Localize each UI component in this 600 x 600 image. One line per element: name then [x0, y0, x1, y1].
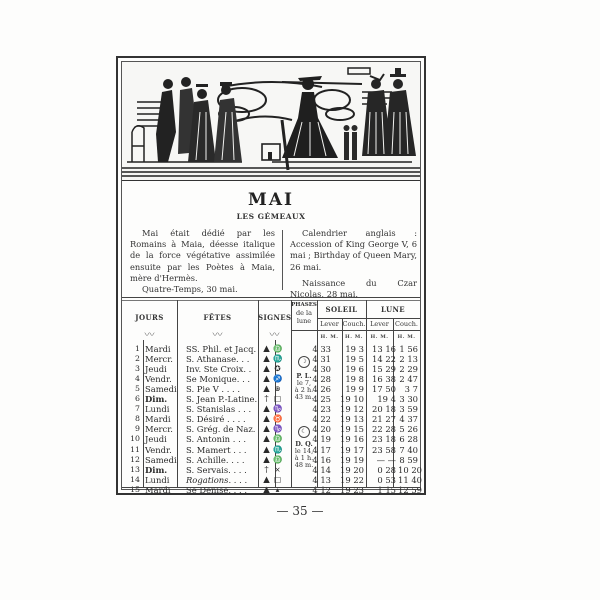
- zodiac-icon: ⊛: [274, 383, 281, 393]
- zodiac-icon: ♐: [273, 373, 283, 383]
- sunrise-time: 4 12: [312, 484, 331, 495]
- moonrise-time: 23 58: [372, 444, 396, 455]
- moonrise-time: 21 27: [372, 414, 396, 425]
- header-phases: PHASES: [291, 302, 317, 308]
- sunrise-time: 4 30: [312, 363, 331, 374]
- moonset-time: 2 13: [399, 353, 418, 364]
- zodiac-icon: ♏: [273, 444, 283, 454]
- feast-name: S. Stanislas . . .: [186, 404, 252, 415]
- page-subtitle: LES GÉMEAUX: [236, 212, 306, 221]
- sunrise-time: 4 13: [312, 474, 331, 485]
- moonrise-time: 13 16: [372, 343, 396, 354]
- sunrise-time: 4 14: [312, 464, 331, 475]
- moonset-time: 8 59: [399, 454, 418, 465]
- page-number: — 35 —: [276, 504, 324, 518]
- zodiac-icon: ✪: [274, 363, 281, 373]
- sunset-time: 19 12: [340, 404, 364, 415]
- intro-paragraph: Mai était dédié par les Romains à Maia, déesse italique de la force végétative assimilée ensuite par les Poètes à Maia, mère d'Hermès.: [130, 228, 275, 283]
- feast-name: S. Servais. . . .: [186, 464, 247, 475]
- day-name: Vendr.: [145, 373, 172, 384]
- sunset-time: 19 9: [345, 383, 364, 394]
- sign-icon: ▲: [263, 363, 270, 374]
- moonset-time: 3 30: [399, 394, 418, 404]
- table-row: [122, 424, 420, 434]
- phase-label: P. L.: [296, 372, 312, 380]
- phase-hour: à 1 h.: [294, 454, 314, 462]
- moonset-time: 2 29: [399, 363, 418, 374]
- day-number: 10: [130, 434, 140, 444]
- day-name: Mercr.: [145, 353, 173, 364]
- sunset-time: 19 5: [345, 353, 364, 364]
- zodiac-icon: □: [273, 394, 282, 403]
- zodiac-icon: ♉: [273, 414, 283, 424]
- unit-hm: H. M.: [345, 334, 363, 340]
- moonset-time: 5 26: [399, 424, 418, 435]
- sign-icon: ▲: [263, 414, 270, 425]
- header-ornament: 〰: [144, 330, 155, 341]
- phase-date: le 7,: [296, 379, 312, 387]
- unit-hm: H. M.: [397, 334, 416, 340]
- sunrise-time: 4 28: [312, 373, 331, 384]
- feast-name: Se Denise. . . .: [186, 484, 247, 495]
- sunset-time: 19 13: [340, 414, 364, 425]
- zodiac-icon: ▴: [275, 484, 280, 494]
- header-soleil: SOLEIL: [325, 305, 358, 314]
- woodcut-image: [122, 62, 420, 180]
- feast-name: S. Athanase. . .: [186, 353, 250, 364]
- moonset-time: 2 47: [399, 373, 418, 384]
- table-row: [122, 465, 420, 475]
- table-top-rule-secondary: [122, 300, 420, 301]
- day-name: Mardi: [145, 484, 171, 495]
- sunset-time: 19 17: [340, 444, 364, 455]
- header-soleil-lever: Lever: [320, 320, 339, 328]
- header-ornament: 〰: [212, 330, 223, 341]
- day-name: Dim.: [145, 464, 168, 475]
- sign-icon: ▲: [263, 454, 270, 465]
- day-number: 11: [130, 444, 140, 454]
- intro-paragraph: Naissance du Czar Nicolas, 28 mai.: [290, 277, 417, 300]
- table-row: [122, 455, 420, 465]
- intro-divider: [282, 230, 283, 290]
- day-number: 13: [130, 464, 140, 474]
- day-name: Jeudi: [145, 434, 167, 445]
- feast-name: S. Désiré . . . .: [186, 414, 246, 425]
- sign-icon: ▲: [263, 444, 270, 455]
- sign-icon: †: [264, 394, 269, 404]
- moonset-time: 3 59: [399, 404, 418, 415]
- table-row: [122, 394, 420, 404]
- phase-minute: 43 m.: [294, 393, 314, 401]
- table-top-rule: [122, 297, 420, 298]
- last-quarter-icon: ☾: [298, 426, 310, 438]
- moonset-time: 12 59: [398, 484, 422, 495]
- sunrise-time: 4 23: [312, 404, 331, 415]
- table-row: [122, 414, 420, 424]
- moonrise-time: 0 28: [377, 464, 396, 475]
- sunrise-time: 4 19: [312, 434, 331, 445]
- unit-hm: H. M.: [320, 334, 339, 340]
- feast-name: S. Mamert . . .: [186, 444, 247, 455]
- header-ornament: 〰: [269, 330, 280, 341]
- sunset-time: 19 6: [345, 363, 364, 374]
- day-name: Samedi: [145, 454, 177, 465]
- feast-name: S. Pie V . . . .: [186, 383, 241, 394]
- intro-paragraph: Calendrier anglais : Accession of King George V, 6 mai ; Birthday of Queen Mary, 26 mai.: [290, 228, 417, 272]
- day-number: 1: [135, 343, 140, 353]
- header-jours: JOURS: [135, 313, 164, 322]
- moonrise-time: 16 38: [372, 373, 396, 384]
- moonset-time: 1 56: [399, 343, 418, 354]
- intro-left-column: [130, 228, 275, 295]
- unit-hm: H. M.: [370, 334, 389, 340]
- header-signes: SIGNES: [258, 313, 292, 322]
- moonrise-time: 19 4: [377, 394, 396, 404]
- feast-name: S. Antonin . . .: [186, 434, 247, 445]
- sunrise-time: 4 16: [312, 454, 331, 465]
- sunset-time: 19 20: [340, 464, 364, 475]
- table-row: [122, 384, 420, 394]
- sunset-time: 19 22: [340, 474, 364, 485]
- moonset-time: 7 40: [399, 444, 418, 455]
- zodiac-icon: ♑: [273, 404, 283, 414]
- intro-paragraph: Quatre-Temps, 30 mai.: [142, 284, 238, 295]
- table-row: [122, 374, 420, 384]
- moonset-time: 3 7: [404, 383, 418, 394]
- feast-name: S. Jean P.-Latine.: [186, 394, 258, 404]
- header-lune-couch: Couch.: [395, 320, 418, 328]
- day-name: Samedi: [145, 383, 177, 394]
- zodiac-icon: ♑: [273, 424, 283, 434]
- feast-name: SS. Phil. et Jacq.: [186, 343, 257, 354]
- moonrise-time: 15 29: [372, 363, 396, 374]
- phase-label: D. Q.: [295, 440, 313, 448]
- header-lune: LUNE: [381, 305, 405, 314]
- sign-icon: ▲: [263, 424, 270, 435]
- feast-name: S. Grég. de Naz.: [186, 424, 256, 435]
- sign-icon: ▲: [263, 353, 270, 364]
- sign-icon: ▲: [263, 434, 270, 445]
- sunrise-time: 4 33: [312, 343, 331, 354]
- sunrise-time: 4 20: [312, 424, 331, 435]
- zodiac-icon: ♎: [273, 454, 283, 464]
- day-name: Dim.: [145, 394, 168, 404]
- day-number: 5: [135, 383, 140, 393]
- day-name: Lundi: [145, 404, 170, 415]
- table-row: [122, 354, 420, 364]
- sunset-time: 19 3: [345, 343, 364, 354]
- sunset-time: 19 16: [340, 434, 364, 445]
- table-row: [122, 344, 420, 354]
- intro-right-column: [290, 228, 417, 300]
- feast-name: Se Monique. . .: [186, 373, 251, 384]
- day-name: Lundi: [145, 474, 170, 485]
- sunset-time: 19 23: [340, 484, 364, 495]
- sign-icon: ▲: [263, 383, 270, 394]
- moonset-time: 4 37: [399, 414, 418, 425]
- zodiac-icon: □: [273, 474, 282, 484]
- woodcut-illustration: [122, 62, 420, 181]
- table-row: [122, 434, 420, 444]
- sign-icon: ▲: [263, 343, 270, 354]
- page-title: MAI: [248, 190, 294, 210]
- phase-hour: à 2 h.: [294, 386, 314, 394]
- day-name: Mercr.: [145, 424, 173, 435]
- day-number: 14: [130, 474, 140, 484]
- table-bottom-rule: [122, 487, 420, 488]
- moonset-time: 10 20: [398, 464, 422, 475]
- sunrise-time: 4 31: [312, 353, 331, 364]
- sunrise-time: 4 25: [312, 394, 331, 404]
- moonset-time: 11 40: [398, 474, 422, 485]
- sunset-time: 19 10: [340, 394, 364, 404]
- sign-icon: ▲: [263, 373, 270, 384]
- sunrise-time: 4 26: [312, 383, 331, 394]
- feast-name: Inv. Ste Croix. .: [186, 363, 252, 374]
- sunrise-time: 4 17: [312, 444, 331, 455]
- header-rule: [291, 330, 420, 331]
- sunset-time: 19 19: [340, 454, 364, 465]
- zodiac-icon: ♏: [273, 353, 283, 363]
- sign-icon: ▲: [263, 404, 270, 415]
- sunrise-time: 4 22: [312, 414, 331, 425]
- moonrise-time: 20 18: [372, 404, 396, 415]
- moonrise-time: 22 28: [372, 424, 396, 435]
- day-number: 4: [135, 373, 140, 383]
- day-number: 7: [135, 404, 140, 414]
- feast-name: S. Achille. . . .: [186, 454, 245, 465]
- day-name: Mardi: [145, 414, 171, 425]
- moonrise-time: 0 53: [377, 474, 396, 485]
- header-lune-lever: Lever: [370, 320, 389, 328]
- moonrise-time: — —: [376, 454, 396, 465]
- day-number: 2: [135, 353, 140, 363]
- phase-date: le 14,: [294, 447, 314, 455]
- zodiac-icon: ♎: [273, 343, 283, 353]
- phase-minute: 48 m.: [294, 461, 314, 469]
- moonrise-time: 17 50: [372, 383, 396, 394]
- sign-icon: ▲: [263, 484, 270, 495]
- day-number: 6: [135, 394, 140, 403]
- day-name: Mardi: [145, 343, 171, 354]
- table-row: [122, 404, 420, 414]
- zodiac-icon: ×: [274, 464, 281, 474]
- sunset-time: 19 15: [340, 424, 364, 435]
- moonrise-time: 1 15: [377, 484, 396, 495]
- day-number: 15: [130, 484, 140, 494]
- header-rule: [317, 318, 420, 319]
- feast-name: Rogations. . . .: [186, 474, 248, 485]
- day-number: 8: [135, 414, 140, 424]
- sign-icon: ▲: [263, 474, 270, 485]
- table-row: [122, 364, 420, 374]
- full-moon-icon: ☽: [298, 356, 310, 368]
- day-name: Jeudi: [145, 363, 167, 374]
- header-phases-lune: lune: [296, 317, 312, 325]
- table-row: [122, 445, 420, 455]
- moonrise-time: 14 22: [372, 353, 396, 364]
- moonrise-time: 23 18: [372, 434, 396, 445]
- day-number: 12: [130, 454, 140, 464]
- day-number: 3: [135, 363, 140, 373]
- header-fetes: FÊTES: [203, 313, 232, 322]
- day-name: Vendr.: [145, 444, 172, 455]
- day-number: 9: [135, 424, 140, 434]
- zodiac-icon: ♎: [273, 434, 283, 444]
- sunset-time: 19 8: [345, 373, 364, 384]
- moonset-time: 6 28: [399, 434, 418, 445]
- sign-icon: †: [264, 464, 269, 475]
- header-soleil-couch: Couch.: [342, 320, 366, 328]
- header-phases-de-la: de la: [295, 309, 313, 317]
- table-row: [122, 475, 420, 485]
